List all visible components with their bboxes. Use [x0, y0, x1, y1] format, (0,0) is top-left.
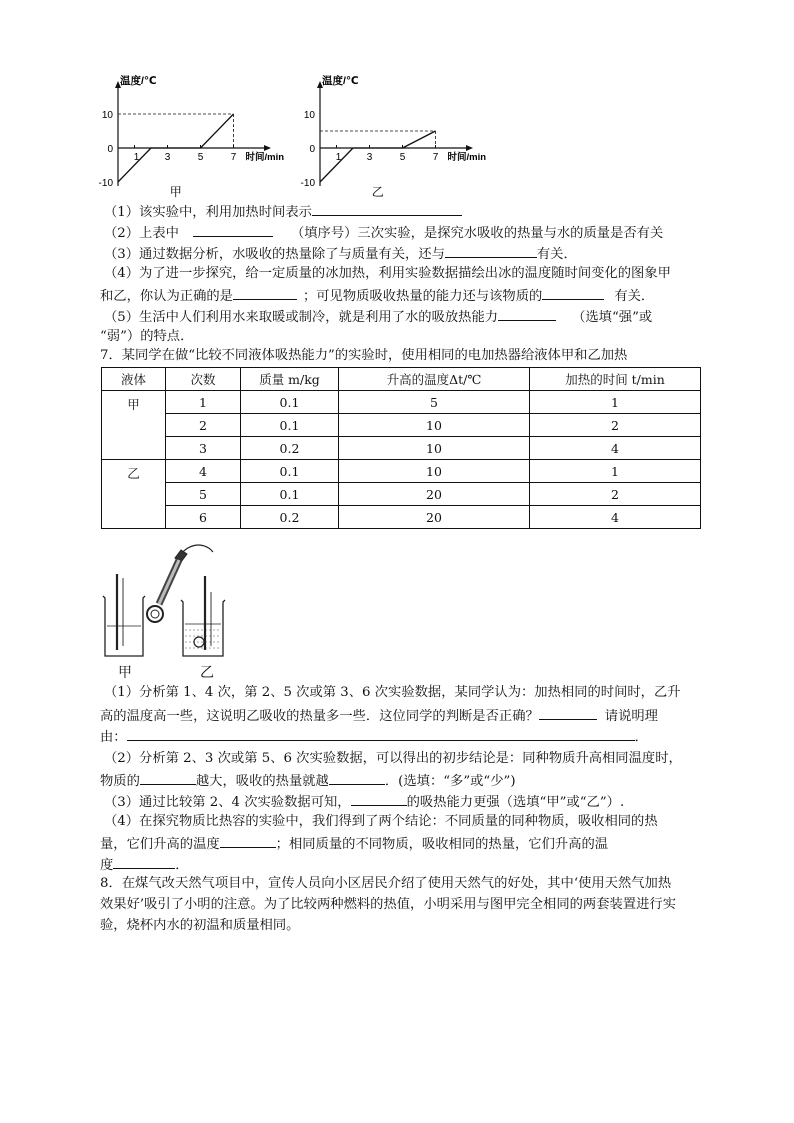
x-axis-label: 时间/min [245, 152, 285, 163]
chart-jia [88, 72, 303, 202]
electric-heater [147, 545, 213, 622]
table-row [102, 391, 701, 414]
q6-p5b-text: （选填“强”或 [572, 310, 653, 325]
q7-title-text: 7．某同学在做“比较不同液体吸热能力”的实验时，使用相同的电加热器给液体甲和乙加热 [100, 348, 628, 363]
q6-p4c-text: ；可见物质吸收热量的能力还与该物质的 [302, 289, 543, 304]
answer-blank[interactable] [127, 726, 635, 741]
table-row [102, 460, 701, 483]
y-tick-label: 10 [303, 110, 315, 121]
q7-part4-cont [100, 833, 608, 855]
table-cell: 0.1 [241, 460, 339, 483]
table-cell: 0.1 [241, 391, 339, 414]
header-cell: 液体 [102, 368, 166, 391]
table-cell: 4 [166, 460, 241, 483]
table-cell: 20 [339, 506, 530, 529]
chart-yi [290, 72, 505, 202]
answer-blank[interactable] [542, 285, 604, 300]
answer-blank[interactable] [329, 770, 385, 785]
q7-p2d-text: ．(选填：“多”或“少”) [384, 774, 516, 789]
answer-blank[interactable] [193, 222, 273, 237]
q7-part1-reason [100, 726, 648, 748]
table-cell: 20 [339, 483, 530, 506]
q8-line3 [100, 916, 299, 936]
x-axis-arrow [264, 145, 271, 151]
q7-p2b-text: 物质的 [100, 774, 140, 789]
table-cell: 2 [166, 414, 241, 437]
table-cell: 5 [339, 391, 530, 414]
table-row [102, 414, 701, 437]
series-line [403, 131, 436, 148]
table-cell: 2 [530, 483, 701, 506]
chart-caption: 乙 [371, 185, 384, 199]
x-tick-label: 1 [335, 152, 342, 163]
answer-blank[interactable] [233, 285, 297, 300]
y-tick-label: -10 [300, 178, 315, 189]
q6-p5c-text: “弱”）的特点． [100, 329, 194, 344]
table-cell: 4 [530, 437, 701, 460]
table-cell: 10 [339, 414, 530, 437]
table-cell: 1 [530, 391, 701, 414]
q7-p4b-text: 量，它们升高的温度 [100, 837, 220, 852]
beaker-jia [103, 574, 145, 656]
q7-p4e-text: ． [175, 858, 189, 873]
y-tick-label: -10 [98, 178, 113, 189]
beaker-yi [181, 576, 225, 656]
q7-title [100, 346, 627, 366]
q7-part4 [104, 812, 658, 832]
q6-p4a-text: （4）为了进一步探究，给一定质量的冰加热，利用实验数据描绘出冰的温度随时间变化的图象甲 [104, 266, 671, 281]
liquid-cell: 甲 [102, 391, 166, 460]
header-cell: 质量 m/kg [241, 368, 339, 391]
series-line [201, 114, 234, 148]
q7-p1a-text: （1）分析第 1、4 次，第 2、5 次或第 3、6 次实验数据，某同学认为：加热相同的时间时，乙升 [104, 685, 681, 700]
q7-p2a-text: （2）分析第 2、3 次或第 5、6 次实验数据，可以得出的初步结论是：同种物质升高相同温度时， [104, 751, 682, 766]
x-tick-label: 1 [133, 152, 140, 163]
q6-p3b-text: 有关． [536, 247, 577, 262]
q7-part4-end [100, 854, 189, 876]
q7-p1c-text: 请说明理 [604, 709, 658, 724]
q7-part2-cont [100, 770, 516, 792]
fig-label-jia: 甲 [118, 665, 132, 681]
table-cell: 1 [530, 460, 701, 483]
y-tick-label: 0 [309, 144, 315, 155]
table-cell: 10 [339, 460, 530, 483]
table-row [102, 506, 701, 529]
answer-blank[interactable] [539, 705, 597, 720]
table-row [102, 483, 701, 506]
y-axis-label: 温度/℃ [120, 75, 157, 87]
q6-part5-cont [100, 327, 193, 347]
x-tick-label: 3 [366, 152, 373, 163]
x-tick-label: 7 [230, 152, 237, 163]
q6-part2 [104, 222, 663, 244]
q6-p3a-text: （3）通过数据分析，水吸收的热量除了与质量有关，还与 [104, 247, 445, 262]
q6-p5a-text: （5）生活中人们利用水来取暖或制冷，就是利用了水的吸放热能力 [104, 310, 499, 325]
answer-blank[interactable] [498, 306, 556, 321]
y-axis-label: 温度/℃ [322, 75, 359, 87]
x-axis-arrow [466, 145, 473, 151]
y-tick-label: 10 [101, 110, 113, 121]
q7-p4d-text: 度 [100, 858, 114, 873]
table-cell: 4 [530, 506, 701, 529]
q6-p1-text: （1）该实验中，利用加热时间表示 [104, 205, 312, 220]
table-cell: 6 [166, 506, 241, 529]
q8-l1-text: 8．在煤气改天然气项目中，宣传人员向小区居民介绍了使用天然气的好处，其中‘使用天然气加热 [100, 876, 672, 891]
table-cell: 0.2 [241, 506, 339, 529]
q6-p4d-text: 有关． [614, 289, 655, 304]
q7-p1e-text: ． [634, 730, 648, 745]
q6-part4-cont [100, 285, 654, 307]
table-header-row [102, 368, 701, 391]
table-cell: 2 [530, 414, 701, 437]
table-row [102, 437, 701, 460]
header-cell: 升高的温度Δt/℃ [339, 368, 530, 391]
q6-part3 [104, 243, 577, 265]
q7-part2 [104, 749, 682, 769]
table-cell: 10 [339, 437, 530, 460]
table-cell: 1 [166, 391, 241, 414]
table-cell: 5 [166, 483, 241, 506]
q8-l2-text: 效果好’吸引了小明的注意。为了比较两种燃料的热值，小明采用与图甲完全相同的两套装置进行实 [100, 897, 676, 912]
q7-p1b-text: 高的温度高一些，这说明乙吸收的热量多一些．这位同学的判断是否正确？ [100, 709, 539, 724]
q6-p2b-text: （填序号）三次实验，是探究水吸收的热量与水的质量是否有关 [290, 226, 664, 241]
header-cell: 加热的时间 t/min [530, 368, 701, 391]
q7-part3 [104, 791, 624, 813]
answer-blank[interactable] [351, 791, 407, 806]
q7-p4a-text: （4）在探究物质比热容的实验中，我们得到了两个结论：不同质量的同种物质，吸收相同的热 [104, 814, 658, 829]
q7-part1-cont [100, 705, 658, 727]
y-tick-label: 0 [107, 144, 113, 155]
q7-part1 [104, 683, 681, 703]
header-cell: 次数 [166, 368, 241, 391]
x-tick-label: 5 [197, 152, 204, 163]
q6-part1 [104, 201, 462, 223]
answer-blank[interactable] [113, 854, 175, 869]
q8-line1 [100, 874, 671, 894]
fig-label-yi: 乙 [200, 665, 214, 681]
q6-part5 [104, 306, 652, 328]
q8-l3-text: 验，烧杯内水的初温和质量相同。 [100, 918, 300, 933]
q7-p4c-text: ；相同质量的不同物质，吸收相同的热量，它们升高的温 [275, 837, 609, 852]
answer-blank[interactable] [220, 833, 276, 848]
q7-p1d-text: 由： [100, 730, 127, 745]
q8-line2 [100, 895, 676, 915]
q6-part4 [104, 264, 671, 284]
x-tick-label: 3 [164, 152, 171, 163]
x-tick-label: 5 [399, 152, 406, 163]
q7-p3a-text: （3）通过比较第 2、4 次实验数据可知， [104, 795, 351, 810]
x-tick-label: 7 [432, 152, 439, 163]
answer-blank[interactable] [140, 770, 196, 785]
table-cell: 0.2 [241, 437, 339, 460]
table-cell: 3 [166, 437, 241, 460]
liquid-cell: 乙 [102, 460, 166, 529]
answer-blank[interactable] [312, 201, 462, 216]
q7-data-table [101, 367, 701, 529]
table-cell: 0.1 [241, 483, 339, 506]
beaker-heater-figure [95, 538, 235, 662]
q6-p2a-text: （2）上表中 [104, 226, 179, 241]
x-axis-label: 时间/min [447, 152, 487, 163]
chart-caption: 甲 [169, 185, 182, 199]
q7-p3b-text: 的吸热能力更强（选填“甲”或“乙”）. [406, 795, 625, 810]
answer-blank[interactable] [445, 243, 537, 258]
q6-p4b-text: 和乙，你认为正确的是 [100, 289, 233, 304]
table-cell: 0.1 [241, 414, 339, 437]
q7-p2c-text: 越大，吸收的热量就越 [195, 774, 329, 789]
